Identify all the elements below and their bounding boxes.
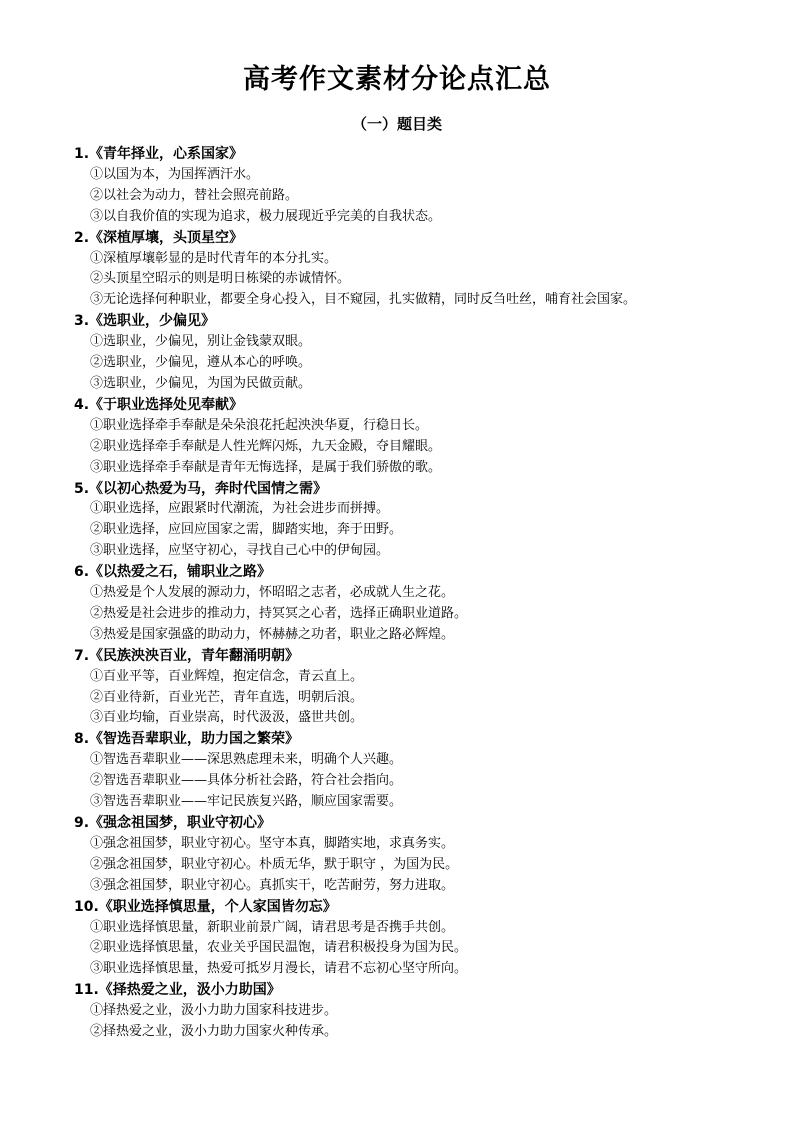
entry-point: ②头顶星空昭示的则是明日栋梁的赤诚情怀。	[90, 271, 351, 287]
entry-point: ①职业选择牵手奉献是朵朵浪花托起泱泱华夏，行稳日长。	[90, 417, 429, 433]
entry-point: ③职业选择牵手奉献是青年无悔选择，是属于我们骄傲的歌。	[90, 459, 442, 475]
entry-title: 2.《深植厚壤，头顶星空》	[74, 229, 244, 246]
entry-title: 9.《强念祖国梦，职业守初心》	[74, 815, 272, 831]
entry	[60, 813, 740, 897]
entry-point: ③无论选择何种职业，都要全身心投入，目不窥园，扎实做精，同时反刍吐丝，哺育社会国家。	[90, 292, 637, 308]
entries-list	[60, 144, 740, 1043]
entry-point: ②以社会为动力，替社会照亮前路。	[90, 187, 299, 203]
entry-point: ③职业选择慎思量，热爱可抵岁月漫长，请君不忘初心坚守所向。	[90, 961, 468, 977]
section-title: （一）题目类	[351, 115, 442, 133]
entry	[60, 228, 740, 312]
entry-point: ②择热爱之业，汲小力助力国家火种传承。	[90, 1024, 338, 1040]
entry-title: 8.《智选吾辈职业，助力国之繁荣》	[74, 731, 300, 748]
document-title: 高考作文素材分论点汇总	[243, 64, 551, 95]
entry-point: ①深植厚壤彰显的是时代青年的本分扎实。	[90, 250, 338, 266]
entry-point: ①以国为本，为国挥洒汗水。	[90, 166, 260, 182]
entry-point: ①职业选择，应跟紧时代潮流，为社会进步而拼搏。	[90, 501, 390, 517]
entry	[60, 897, 740, 981]
entry-point: ①职业选择慎思量，新职业前景广阔，请君思考是否携手共创。	[90, 919, 455, 935]
entry-point: ②职业选择，应回应国家之需，脚踏实地，奔于田野。	[90, 522, 403, 538]
entry-point: ①热爱是个人发展的源动力，怀昭昭之志者，必成就人生之花。	[90, 585, 455, 601]
entry-title: 3.《选职业，少偏见》	[74, 313, 216, 330]
entry	[60, 729, 740, 813]
entry-point: ①择热爱之业，汲小力助力国家科技进步。	[90, 1003, 338, 1019]
entry-point: ③智选吾辈职业——牢记民族复兴路，顺应国家需要。	[90, 794, 403, 810]
entry-point: ②强念祖国梦，职业守初心。朴质无华，默于职守 ，为国为民。	[90, 856, 459, 872]
entry	[60, 646, 740, 730]
entry-point: ①选职业，少偏见，别让金钱蒙双眼。	[90, 334, 312, 350]
entry-title: 1.《青年择业，心系国家》	[74, 146, 244, 162]
entry-title: 7.《民族泱泱百业，青年翻涌明朝》	[74, 647, 300, 664]
entry-point: ②选职业，少偏见，遵从本心的呼唤。	[90, 355, 312, 371]
entry-point: ③选职业，少偏见，为国为民做贡献。	[90, 375, 312, 391]
entry-title: 10.《职业选择慎思量，个人家国皆勿忘》	[74, 898, 337, 915]
entry-point: ②职业选择牵手奉献是人性光辉闪烁，九天金殿，夺目耀眼。	[90, 438, 442, 454]
entry-title: 5.《以初心热爱为马，奔时代国情之需》	[74, 480, 328, 497]
entry-title: 4.《于职业选择处见奉献》	[74, 396, 244, 413]
entry-point: ③职业选择，应坚守初心，寻找自己心中的伊甸园。	[90, 543, 390, 559]
entry-point: ③百业均输，百业崇高，时代汲汲，盛世共创。	[90, 710, 364, 726]
entry-point: ②热爱是社会进步的推动力，持冥冥之心者，选择正确职业道路。	[90, 605, 468, 621]
entry-point: ②百业待新，百业光芒，青年直选，明朝后浪。	[90, 689, 364, 705]
entry-point: ③以自我价值的实现为追求，极力展现近乎完美的自我状态。	[90, 208, 442, 224]
entry-point: ①智选吾辈职业——深思熟虑理未来，明确个人兴趣。	[90, 752, 403, 768]
entry	[60, 144, 740, 228]
entry-point: ③热爱是国家强盛的助动力，怀赫赫之功者，职业之路必辉煌。	[90, 626, 455, 642]
entry-point: ①强念祖国梦，职业守初心。坚守本真，脚踏实地，求真务实。	[90, 835, 455, 851]
entry-title: 11.《择热爱之业，汲小力助国》	[74, 982, 281, 999]
entry-point: ①百业平等，百业辉煌，抱定信念，青云直上。	[90, 668, 364, 684]
entry	[60, 479, 740, 563]
entry	[60, 562, 740, 646]
entry	[60, 980, 740, 1043]
entry-point: ③强念祖国梦，职业守初心。真抓实干，吃苦耐劳，努力进取。	[90, 877, 455, 893]
entry-title: 6.《以热爱之石，铺职业之路》	[74, 564, 272, 581]
entry-point: ②智选吾辈职业——具体分析社会路，符合社会指向。	[90, 773, 403, 789]
entry	[60, 311, 740, 395]
entry-point: ②职业选择慎思量，农业关乎国民温饱，请君积极投身为国为民。	[90, 940, 468, 956]
entry	[60, 395, 740, 479]
